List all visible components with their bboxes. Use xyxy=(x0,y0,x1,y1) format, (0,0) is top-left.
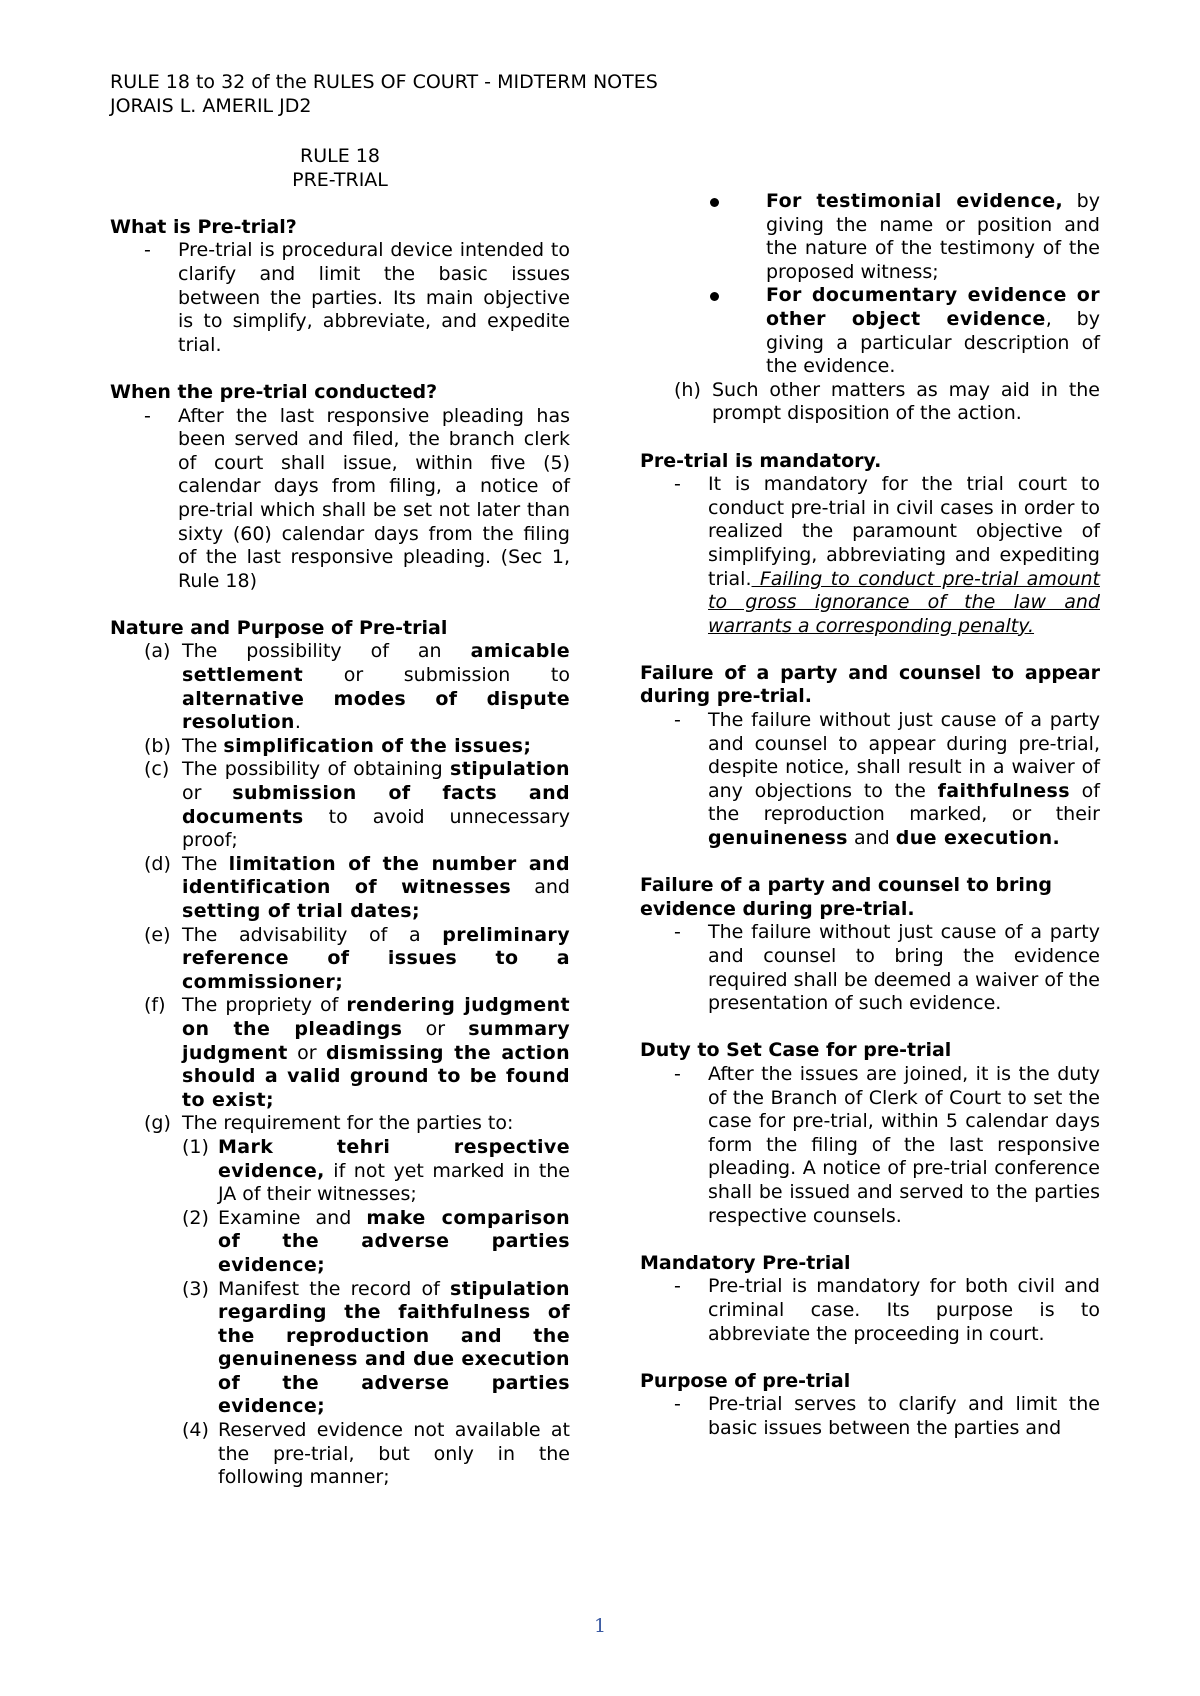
dash-marker: - xyxy=(144,239,151,262)
document-title: RULE 18 to 32 of the RULES OF COURT - MIDTERM NOTES xyxy=(110,71,658,93)
list-item xyxy=(640,921,1100,1015)
bullet-icon xyxy=(640,190,766,284)
paragraph-text: Pre-trial is mandatory for both civil and criminal case. Its purpose is to abbreviate the proceeding in court. xyxy=(708,1275,1100,1345)
section-heading-purpose: Purpose of pre-trial xyxy=(640,1369,851,1392)
list-item xyxy=(640,473,1100,638)
sub-item-2 xyxy=(110,1207,570,1278)
section-heading-mandatory-pretrial: Mandatory Pre-trial xyxy=(640,1251,851,1274)
page-number: 1 xyxy=(593,1615,607,1637)
item-text: The possibility of an amicable settlement or submission to alternative modes of dispute resolution. xyxy=(182,640,570,734)
list-item xyxy=(640,1393,1100,1440)
item-text: Mark tehri respective evidence, if not yet marked in the JA of their witnesses; xyxy=(218,1135,570,1206)
sub-item-3 xyxy=(110,1278,570,1420)
letter-marker: (c) xyxy=(144,758,170,781)
list-item-e xyxy=(110,924,570,995)
section-heading-nature: Nature and Purpose of Pre-trial xyxy=(110,616,448,639)
item-text: Manifest the record of stipulation regarding the faithfulness of the reproduction and the genuineness and due execution of the adverse parties evidence; xyxy=(218,1277,570,1418)
paragraph-text: Pre-trial serves to clarify and limit the basic issues between the parties and xyxy=(708,1393,1100,1439)
item-text: Reserved evidence not available at the pre-trial, but only in the following manner; xyxy=(218,1419,570,1489)
number-marker: (2) xyxy=(182,1206,209,1229)
paragraph-text: Pre-trial is procedural device intended to clarify and limit the basic issues between the parties. Its main objective is to simplify, abbreviate, and expedite trial. xyxy=(178,239,570,356)
item-text: Examine and make comparison of the adverse parties evidence; xyxy=(218,1206,570,1276)
item-text: Such other matters as may aid in the prompt disposition of the action. xyxy=(712,378,1100,425)
left-column xyxy=(110,145,570,1490)
dash-marker: - xyxy=(674,1062,681,1085)
dash-marker: - xyxy=(674,1275,681,1298)
sub-item-1 xyxy=(110,1136,570,1207)
letter-marker: (h) xyxy=(674,378,701,401)
dash-marker: - xyxy=(674,473,681,496)
rule-number: RULE 18 xyxy=(300,145,380,167)
letter-marker: (e) xyxy=(144,923,171,946)
list-item xyxy=(640,1275,1100,1346)
item-text: For testimonial evidence, by giving the name or position and the nature of the testimony of the proposed witness; xyxy=(766,190,1100,283)
paragraph-text: It is mandatory for the trial court to conduct pre-trial in civil cases in order to realized the paramount objective of simplifying, abbreviating and expediting trial. Failing to conduct pre-trial amount to gross ignorance of the law and warrants a corresponding penalty. xyxy=(708,473,1100,637)
item-text: The requirement for the parties to: xyxy=(182,1112,514,1135)
number-marker: (3) xyxy=(182,1277,209,1300)
section-heading-failure-appear: Failure of a party and counsel to appear during pre-trial. xyxy=(640,661,1100,708)
number-marker: (4) xyxy=(182,1419,209,1442)
bullet-item-testimonial xyxy=(640,190,1100,284)
rule-title: PRE-TRIAL xyxy=(292,168,388,191)
letter-marker: (d) xyxy=(144,852,171,875)
document-author: JORAIS L. AMERIL JD2 xyxy=(110,95,312,117)
dash-marker: - xyxy=(674,709,681,732)
list-item-a xyxy=(110,640,570,734)
right-column xyxy=(640,190,1100,1440)
section-heading-what: What is Pre-trial? xyxy=(110,215,297,238)
dash-marker: - xyxy=(674,1393,681,1416)
bullet-item-documentary xyxy=(640,284,1100,378)
item-text: For documentary evidence or other object evidence, by giving a particular description of the evidence. xyxy=(766,284,1100,378)
list-item-c xyxy=(110,758,570,852)
list-item xyxy=(110,239,570,357)
paragraph-text: The failure without just cause of a party and counsel to appear during pre-trial, despite notice, shall result in a waiver of any objections to the faithfulness of the reproduction marked, or their genuineness and due execution. xyxy=(708,709,1100,850)
dash-marker: - xyxy=(144,404,151,427)
letter-marker: (f) xyxy=(144,994,166,1017)
document-header xyxy=(110,70,658,118)
list-item xyxy=(640,1063,1100,1228)
letter-marker: (a) xyxy=(144,640,171,663)
bullet-icon xyxy=(640,284,766,378)
section-heading-duty: Duty to Set Case for pre-trial xyxy=(640,1039,952,1062)
item-text: The advisability of a preliminary reference of issues to a commissioner; xyxy=(182,923,570,993)
letter-marker: (b) xyxy=(144,734,171,757)
list-item xyxy=(640,709,1100,851)
sub-item-4 xyxy=(110,1419,570,1490)
list-item-g xyxy=(110,1112,570,1136)
paragraph-text: After the last responsive pleading has been served and filed, the branch clerk of court shall issue, within five (5) calendar days from filing, a notice of pre-trial which shall be set not later than sixty (60) calendar days from the filing of the last responsive pleading. (Sec 1, Rule 18) xyxy=(178,404,570,592)
item-text: The limitation of the number and identification of witnesses and setting of trial dates; xyxy=(182,852,570,922)
section-heading-failure-bring: Failure of a party and counsel to bring evidence during pre-trial. xyxy=(640,874,1052,920)
dash-marker: - xyxy=(674,921,681,944)
section-heading-when: When the pre-trial conducted? xyxy=(110,380,438,403)
paragraph-text: The failure without just cause of a party and counsel to bring the evidence required shall be deemed a waiver of the presentation of such evidence. xyxy=(708,921,1100,1015)
item-text: The propriety of rendering judgment on the pleadings or summary judgment or dismissing the action should a valid ground to be found to exist; xyxy=(182,994,570,1111)
list-item xyxy=(110,405,570,594)
paragraph-text: After the issues are joined, it is the duty of the Branch of Clerk of Court to set the case for pre-trial, within 5 calendar days form the filing of the last responsive pleading. A notice of pre-trial conference shall be issued and served to the parties respective counsels. xyxy=(708,1062,1100,1227)
list-item-f xyxy=(110,994,570,1112)
list-item-d xyxy=(110,853,570,924)
list-item-h xyxy=(640,379,1100,426)
letter-marker: (g) xyxy=(144,1112,171,1135)
list-item-b xyxy=(110,735,570,759)
item-text: The possibility of obtaining stipulation or submission of facts and documents to avoid unnecessary proof; xyxy=(182,758,570,852)
number-marker: (1) xyxy=(182,1135,209,1158)
section-heading-mandatory: Pre-trial is mandatory. xyxy=(640,449,882,472)
item-text: The simplification of the issues; xyxy=(182,734,532,757)
